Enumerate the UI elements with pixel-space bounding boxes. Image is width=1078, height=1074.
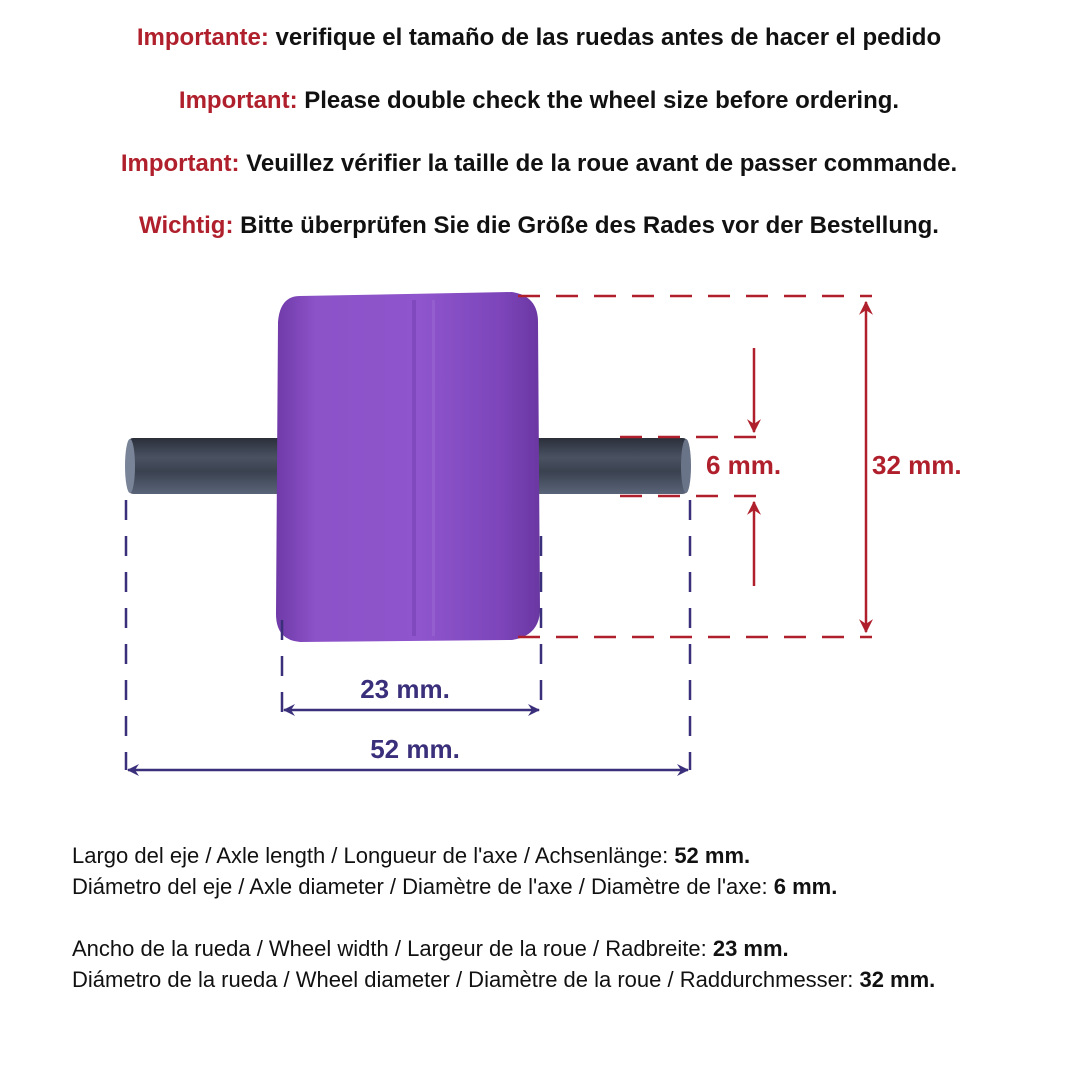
notice-keyword: Wichtig: [139, 212, 234, 239]
spec-axle-diameter [72, 871, 1062, 902]
spec-value: 23 mm. [712, 936, 789, 961]
wheel-diameter-label: 32 mm. [872, 450, 962, 480]
spec-value: 52 mm. [674, 843, 751, 868]
spec-label: Diámetro de la rueda / Wheel diameter / Diamètre de la roue / Raddurchmesser: [72, 967, 860, 992]
spec-wheel-diameter [72, 964, 1062, 995]
notice-keyword: Important: [120, 150, 240, 177]
notice-message: Bitte überprüfen Sie die Größe des Rades vor der Bestellung. [233, 212, 939, 239]
spec-wheel-width [72, 933, 1062, 964]
axle-length-label: 52 mm. [370, 734, 460, 764]
wheel-width-label: 23 mm. [360, 674, 450, 704]
spec-label: Diámetro del eje / Axle diameter / Diamètre de l'axe / Diamètre de l'axe: [72, 874, 774, 899]
spec-label: Largo del eje / Axle length / Longueur de l'axe / Achsenlänge: [72, 843, 675, 868]
notice-keyword: Importante: [136, 24, 269, 51]
notice-fr [0, 150, 1078, 178]
notice-de [0, 212, 1078, 240]
spec-value: 6 mm. [773, 874, 838, 899]
notice-message: Veuillez vérifier la taille de la roue avant de passer commande. [239, 150, 958, 177]
specifications [72, 840, 1062, 995]
spec-value: 32 mm. [859, 967, 936, 992]
axle-diameter-label: 6 mm. [706, 450, 782, 480]
spec-axle-length [72, 840, 1062, 871]
notice-es [0, 24, 1078, 52]
notice-keyword: Important: [178, 87, 298, 114]
notice-message: verifique el tamaño de las ruedas antes de hacer el pedido [268, 24, 942, 51]
wheel [276, 292, 540, 642]
spec-label: Ancho de la rueda / Wheel width / Largeur de la roue / Radbreite: [72, 936, 713, 961]
notice-en [0, 87, 1078, 115]
wheel-dimension-diagram [0, 270, 1078, 810]
notice-message: Please double check the wheel size before ordering. [297, 87, 900, 114]
